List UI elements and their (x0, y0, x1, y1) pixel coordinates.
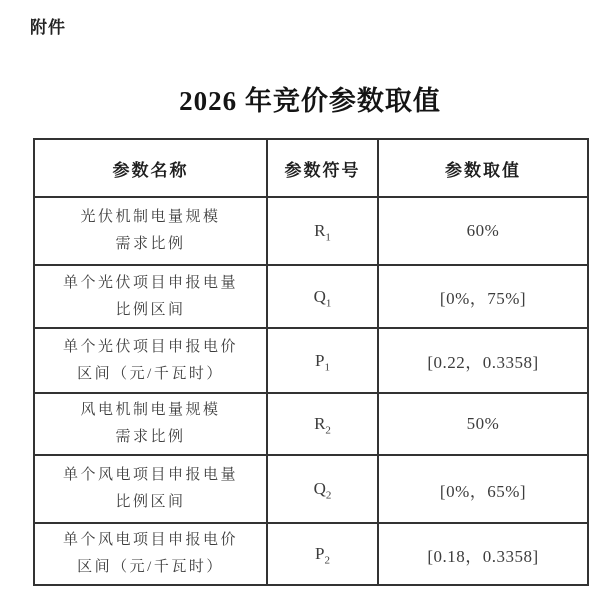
column-header-param-value: 参数取值 (378, 139, 588, 197)
parameter-table (33, 138, 589, 586)
param-symbol-subscript: 2 (325, 489, 332, 502)
param-name-line1: 光伏机制电量规模 (80, 209, 221, 225)
table-row (34, 455, 588, 523)
table-row (34, 393, 588, 455)
param-name-line2: 比例区间 (115, 301, 186, 318)
param-symbol-subscript: 2 (324, 554, 330, 567)
param-value-cell: [0%，65%] (378, 455, 588, 523)
table-row (34, 328, 588, 393)
param-name-line2: 区间（元/千瓦时） (77, 365, 224, 382)
param-symbol-subscript: 2 (325, 424, 331, 437)
param-symbol-subscript: 1 (325, 296, 332, 309)
param-symbol-cell (267, 523, 378, 585)
param-name-line2: 比例区间 (115, 494, 186, 510)
table-row (34, 197, 588, 265)
param-name-line1: 风电机制电量规模 (80, 402, 221, 418)
param-symbol-base: P (315, 544, 325, 563)
param-symbol-base: Q (313, 286, 326, 306)
param-name-line1: 单个风电项目申报电量 (62, 467, 238, 483)
param-name-line2: 需求比例 (115, 236, 186, 252)
param-name-line2: 区间（元/千瓦时） (77, 559, 224, 575)
param-symbol-base: Q (313, 479, 326, 498)
table-row (34, 265, 588, 328)
param-symbol-base: R (314, 221, 326, 240)
param-name-cell (34, 455, 267, 523)
param-name-line1: 单个光伏项目申报电价 (62, 338, 238, 355)
param-name-cell (34, 265, 267, 328)
param-name-line1: 单个光伏项目申报电量 (62, 274, 238, 291)
param-symbol-cell (267, 393, 378, 455)
param-symbol-subscript: 1 (325, 231, 331, 244)
param-name-cell (34, 328, 267, 393)
param-name-line1: 单个风电项目申报电价 (62, 532, 238, 548)
table-body (34, 197, 588, 585)
table-header-row (34, 139, 588, 197)
column-header-param-name: 参数名称 (34, 139, 267, 197)
param-value-cell: 50% (378, 393, 588, 455)
param-symbol-base: P (315, 350, 325, 370)
param-name-cell (34, 523, 267, 585)
param-symbol-cell (267, 265, 378, 328)
param-value-cell: [0.18，0.3358] (378, 523, 588, 585)
param-symbol-base: R (314, 414, 326, 433)
param-value-cell: 60% (378, 197, 588, 265)
table-row (34, 523, 588, 585)
page-title: 2026 年竞价参数取值 (179, 86, 441, 116)
column-header-param-symbol: 参数符号 (267, 139, 378, 197)
attachment-label: 附件 (30, 18, 66, 37)
table-header (34, 139, 588, 197)
param-value-cell: [0%，75%] (378, 265, 588, 328)
param-name-cell (34, 393, 267, 455)
param-value-cell: [0.22，0.3358] (378, 328, 588, 393)
param-name-cell (34, 197, 267, 265)
param-symbol-cell (267, 328, 378, 393)
param-symbol-subscript: 1 (324, 360, 330, 373)
param-symbol-cell (267, 455, 378, 523)
param-name-line2: 需求比例 (115, 429, 186, 445)
param-symbol-cell (267, 197, 378, 265)
